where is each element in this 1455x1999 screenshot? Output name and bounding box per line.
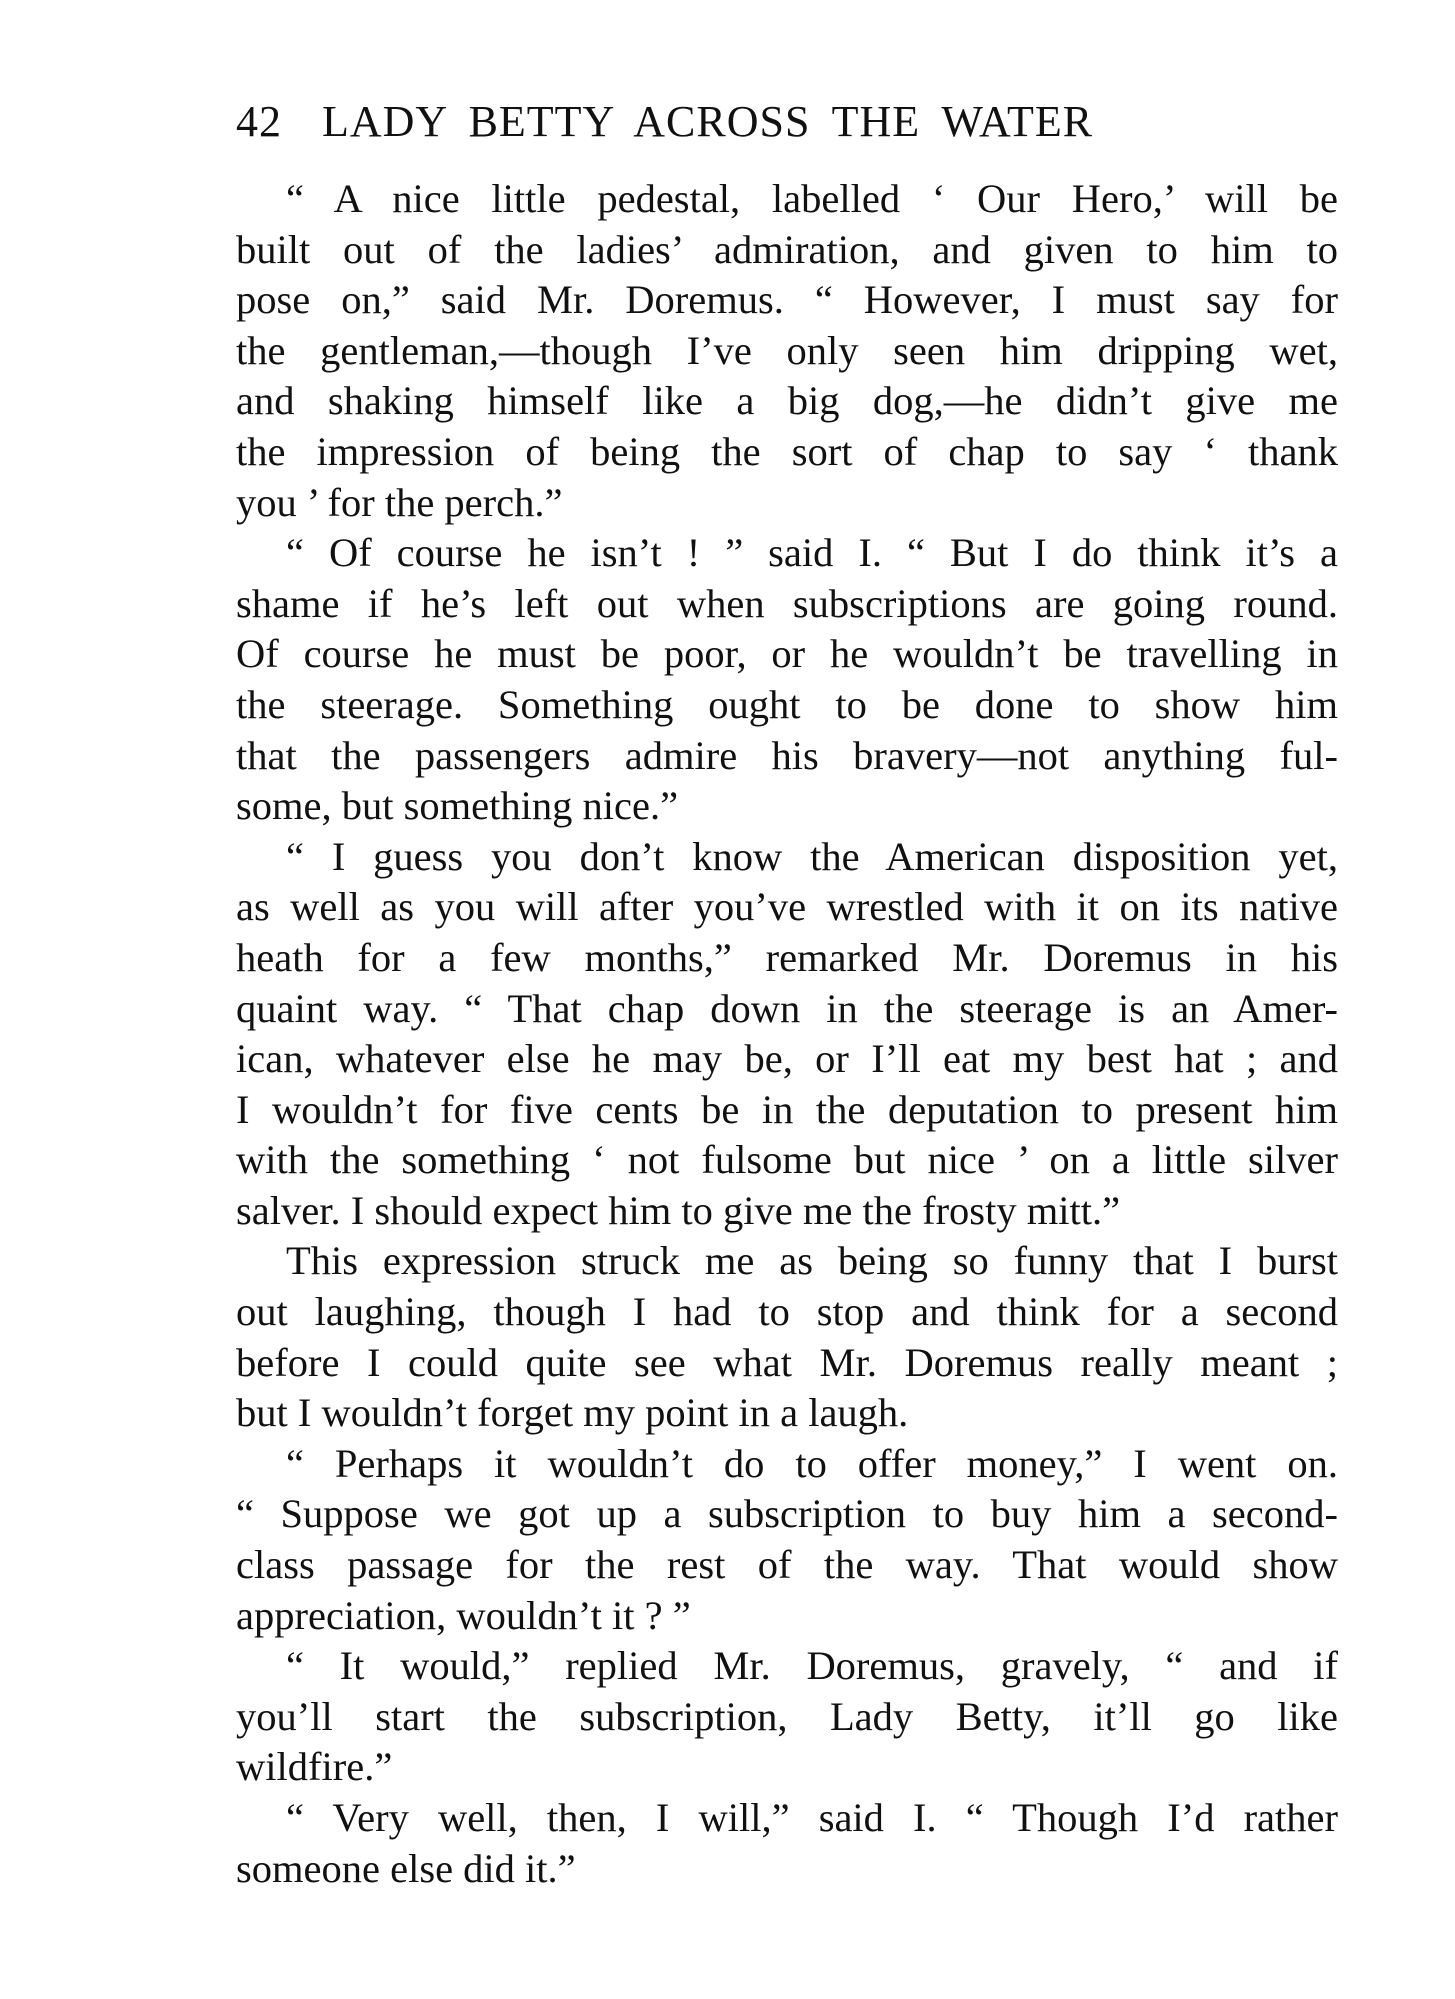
text-line: you’ll start the subscription, Lady Betty, it’ll go like <box>236 1693 1338 1739</box>
text-line: Of course he must be poor, or he wouldn’t be travelling in <box>236 631 1338 677</box>
text-line: “ Perhaps it wouldn’t do to offer money,” I went on. <box>286 1440 1338 1486</box>
text-line: the impression of being the sort of chap to say ‘ thank <box>236 428 1338 474</box>
text-line: built out of the ladies’ admiration, and given to him to <box>236 226 1338 272</box>
text-line: wildfire.” <box>236 1744 393 1790</box>
text-line: appreciation, wouldn’t it ? ” <box>236 1592 691 1638</box>
text-line: “ A nice little pedestal, labelled ‘ Our Hero,’ will be <box>286 176 1338 221</box>
text-line: you ’ for the perch.” <box>236 479 563 525</box>
body-text <box>236 174 1338 1894</box>
page-number: 42 <box>236 97 282 146</box>
text-line: salver. I should expect him to give me the frosty mitt.” <box>236 1187 1121 1233</box>
text-line: “ Suppose we got up a subscription to buy him a second- <box>236 1491 1338 1537</box>
running-head <box>236 96 1246 147</box>
text-line: “ Very well, then, I will,” said I. “ Though I’d rather <box>286 1795 1338 1840</box>
text-line: as well as you will after you’ve wrestled with it on its native <box>236 884 1338 930</box>
text-line: quaint way. “ That chap down in the steerage is an Amer- <box>236 985 1338 1031</box>
text-line: This expression struck me as being so funny that I burst <box>286 1238 1338 1284</box>
running-title: LADY BETTY ACROSS THE WATER <box>322 97 1094 146</box>
text-line: “ It would,” replied Mr. Doremus, gravely, “ and if <box>286 1643 1338 1689</box>
text-line: but I wouldn’t forget my point in a laugh. <box>236 1390 909 1436</box>
text-line: with the something ‘ not fulsome but nice ’ on a little silver <box>236 1137 1338 1183</box>
text-line: ican, whatever else he may be, or I’ll eat my best hat ; and <box>236 1036 1338 1082</box>
text-line: out laughing, though I had to stop and think for a second <box>236 1289 1338 1335</box>
text-line: shame if he’s left out when subscriptions are going round. <box>236 580 1338 626</box>
text-line: that the passengers admire his bravery—not anything ful- <box>236 732 1338 778</box>
text-line: someone else did it.” <box>236 1845 576 1891</box>
text-line: pose on,” said Mr. Doremus. “ However, I must say for <box>236 277 1338 323</box>
text-line: the gentleman,—though I’ve only seen him dripping wet, <box>236 327 1338 373</box>
text-line: heath for a few months,” remarked Mr. Doremus in his <box>236 934 1338 980</box>
text-line: before I could quite see what Mr. Doremus really meant ; <box>236 1339 1338 1385</box>
text-line: “ I guess you don’t know the American disposition yet, <box>286 833 1338 879</box>
text-line: and shaking himself like a big dog,—he didn’t give me <box>236 378 1338 424</box>
text-line: “ Of course he isn’t ! ” said I. “ But I do think it’s a <box>286 530 1338 576</box>
text-line: class passage for the rest of the way. That would show <box>236 1542 1338 1588</box>
text-line: I wouldn’t for five cents be in the deputation to present him <box>236 1086 1338 1132</box>
text-line: the steerage. Something ought to be done to show him <box>236 681 1338 727</box>
text-line: some, but something nice.” <box>236 783 679 829</box>
